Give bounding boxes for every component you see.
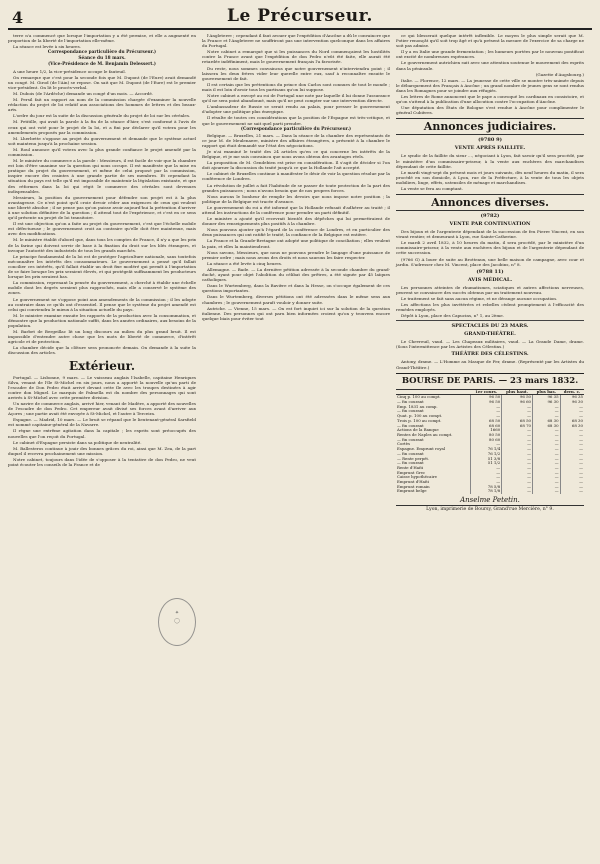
price-cell: 51 3/8 bbox=[471, 457, 502, 462]
price-cell: — bbox=[502, 414, 533, 419]
price-cell: 68 30 bbox=[533, 419, 561, 424]
security-name: Emp. 1831 au comp. bbox=[397, 403, 438, 409]
price-cell: — bbox=[560, 461, 584, 466]
price-cell: 96 50 bbox=[471, 400, 502, 405]
price-cell: 68 60 bbox=[471, 424, 502, 429]
security-name: Actions de la Banque bbox=[397, 427, 439, 433]
spectacles-heading: SPECTACLES DU 23 MARS. bbox=[451, 323, 529, 330]
security-name: — Rente perpét. bbox=[397, 455, 430, 461]
price-cell: — bbox=[560, 475, 584, 480]
price-cell: 68 30 bbox=[560, 419, 584, 424]
price-cell: — bbox=[471, 414, 502, 419]
paragraph: Le cabinet de Bruxelles continue à manifester le désir de voir la question résolue par la conférence de Londres. bbox=[202, 171, 390, 182]
security-name: Quat. p. 100 au compt. bbox=[397, 413, 443, 419]
price-cell: — bbox=[560, 452, 584, 457]
source-credit: (Gazette d'Augsbourg.) bbox=[535, 71, 584, 77]
notice-number: (9780 9) bbox=[478, 137, 502, 144]
paragraph: M. Dubois (de l'Ardèche) demande un congé d'un mois. — Accordé. bbox=[13, 90, 154, 96]
paragraph: Espagne. — Madrid, 10 mars. — Le bruit se répand que le lieutenant-général Sarsfield est nommé capitaine-général de la Navarre. bbox=[8, 417, 196, 428]
price-cell: — bbox=[560, 447, 584, 452]
paragraph: L'ambassadeur de Russie se serait rendu au palais, pour presser le gouvernement d'adopter une politique plus énergique. bbox=[202, 104, 390, 115]
paragraph: M. Barbet de Bergeillac lit un long discours au milieu du plus grand bruit. Il est impossible d'entendre autre chose que les mots de liberté de commerce, d'intérêt agricole et de protection. bbox=[8, 329, 196, 345]
security-name: — fin courant bbox=[397, 460, 424, 466]
price-cell: — bbox=[502, 438, 533, 443]
price-cell: 78 5/8 bbox=[471, 485, 502, 490]
price-cell: — bbox=[560, 466, 584, 471]
price-cell: — bbox=[533, 428, 561, 433]
price-cell: — bbox=[560, 414, 584, 419]
price-cell: — bbox=[533, 489, 561, 494]
price-cell: — bbox=[502, 475, 533, 480]
paragraph: Les personnes atteintes de rhumatismes, sciatiques et autres affections nerveuses, peuvent se convaincre des succès obtenus par un traitement nouveau. bbox=[396, 284, 584, 295]
price-cell: — bbox=[560, 471, 584, 476]
paragraph: M. le ministre du commerce a la parole : Messieurs, il est facile de voir que la chambre est loin d'être unanime sur la question qui nous occupe. Il est manifeste que la mise en pratique du projet du gouvernement, et même de celui proposé par la commission, inspire encore des craintes à une grande partie de ses membres. Et cependant la situation du pays est telle qu'il est impossible de maintenir la législation existante, et que des réformes dans la loi qui régit le commerce des céréales sont devenues indispensables. bbox=[8, 158, 196, 194]
newspaper-title: Le Précurseur. bbox=[227, 6, 373, 26]
paragraph: Il est certain que les prétentions du prince don Carlos sont connues de tout le monde ; mais il est loin d'avoir tous les partisans qu'on lui suppose. bbox=[202, 81, 390, 92]
bourse-table bbox=[396, 389, 584, 494]
price-cell: — bbox=[533, 433, 561, 438]
price-cell: 1660 bbox=[471, 428, 502, 433]
notice-heading: VENTE PAR CONTINUATION bbox=[449, 221, 531, 228]
column-1 bbox=[8, 33, 196, 512]
price-cell: — bbox=[502, 480, 533, 485]
paragraph: Le mardi 2 avril 1832, à 10 heures du matin, il sera procédé, par le ministère d'un commissaire-priseur, à la vente aux enchères des bijoux et de l'argenterie dépendant de cette succession. bbox=[396, 240, 584, 256]
paragraph: La vente se fera au comptant. bbox=[401, 185, 463, 191]
paragraph: La commission, reprenant la pensée du gouvernement, a cherché à établir une échelle mobile dont les degrés seraient plus rapprochés, mais elle a conservé le système des zones. bbox=[8, 280, 196, 296]
security-name: Espagne. Emprunt royal bbox=[397, 446, 446, 452]
paragraph: M. Persil fait un rapport au nom de la commission chargée d'examiner la nouvelle rédaction du projet de loi relatif aux associations des hommes de lettres et des beaux-arts. bbox=[8, 97, 196, 113]
paragraph: Les lettres de Rome annoncent que le pape a convoqué les cardinaux en consistoire, et qu'on s'attend à la publication d'une allocution contre l'occupation d'Ancône. bbox=[396, 94, 584, 105]
paragraph: On remarque que c'est pour la seconde fois que M. Dupont (de l'Eure) avait demandé un congé. M. Girod (de l'Ain) se repose. On sait que M. Dupont (de l'Eure) est le premier vice-président. On lit le procès-verbal. bbox=[8, 74, 196, 90]
price-cell: 68 30 bbox=[533, 424, 561, 429]
price-cell: — bbox=[533, 438, 561, 443]
paragraph: La proposition de M. Gendebien est prise en considération. Il s'agit de décider si l'on doit ajourner la discussion du traité jusqu'à ce que la Hollande l'ait accepté. bbox=[202, 160, 390, 171]
paragraph: Il règne une extrême agitation dans la capitale ; les esprits sont préoccupés des nouvelles que l'on reçoit du Portugal. bbox=[8, 428, 196, 439]
paragraph: Belgique. — Bruxelles, 21 mars. — Dans la séance de la chambre des représentants de ce jour M. de Meulenaere, ministre des affaires étrangères, a présenté à la chambre le rapport qui était demandé sur l'état des négociations. bbox=[202, 132, 390, 148]
paragraph: Portugal. — Lisbonne, 9 mars. — Le vaisseau anglais l'Isabelle, capitaine Henriques Silva, venant de l'île St-Michel en six jours, nous a apporté la nouvelle qu'un parti de l'escadre de Don Pedro était arrivé devant cette île avec les troupes destinées à agir contre don Miguel. Le marquis de Palmella est du nombre des personnages qui sont arrivés à St-Michel avec cette première division. bbox=[8, 374, 196, 400]
paragraph: L'ordre du jour est la suite de la discussion générale du projet de loi sur les céréales. bbox=[13, 113, 191, 119]
table-header: plus bas. bbox=[533, 389, 561, 395]
notice-number: (9788 11) bbox=[476, 268, 504, 275]
paragraph: terre n'a commencé que lorsque l'importation y a été permise, et elle a augmenté en proportion de la liberté de l'importation elle-même. bbox=[8, 33, 196, 44]
paragraph: M. le ministre examine ensuite les rapports de la production avec la consommation, et démontre que la production nationale suffit, dans les années ordinaires, aux besoins de la population. bbox=[8, 312, 196, 328]
exterieur-heading: Extérieur. bbox=[68, 358, 136, 373]
price-cell: 76 1/2 bbox=[471, 452, 502, 457]
paragraph: Il y a en Italie une grande fermentation ; les humeurs portées par le nouveau pontificat ont excité de nombreuses espérances. bbox=[396, 49, 584, 60]
notice-heading: VENTE APRÈS FAILLITE. bbox=[454, 145, 526, 152]
paragraph: (9766 G) A louer de suite au Brotteaux, une belle maison de campagne, avec cour et jardin. S'adresser chez M. Vincent, place des Jacobins, n° 8. bbox=[396, 256, 584, 267]
presidence-heading: (Vice-Présidence de M. Benjamin Delessert.) bbox=[48, 62, 156, 68]
price-cell: 96 60 bbox=[502, 400, 533, 405]
price-cell: 68 70 bbox=[502, 424, 533, 429]
column-2 bbox=[202, 33, 390, 512]
paragraph: Dépôt à Lyon, place des Capucins, n° 1, au 2ème. bbox=[401, 313, 504, 319]
price-cell: 96 50 bbox=[502, 395, 533, 400]
security-name: — fin courant bbox=[397, 436, 424, 442]
annonces-judiciaires-heading: Annonces judiciaires. bbox=[396, 118, 584, 135]
price-cell: — bbox=[502, 405, 533, 410]
correspondance-heading: (Correspondance particulière du Précurseur.) bbox=[240, 126, 352, 132]
price-cell: — bbox=[502, 466, 533, 471]
price-cell: 76 1/4 bbox=[471, 447, 502, 452]
paragraph: Notre cabinet, toujours dans l'idée de s'opposer à la tentative de don Pedro, ne veut point écouter les conseils de la France et de bbox=[8, 456, 196, 468]
price-cell: 96 35 bbox=[560, 395, 584, 400]
columns bbox=[8, 33, 592, 512]
price-cell: 68 30 bbox=[560, 424, 584, 429]
paragraph: Dans le Wurtemberg, dans la Bavière et dans la Hesse, on s'occupe également de ces questions importantes. bbox=[202, 283, 390, 294]
price-cell: — bbox=[502, 489, 533, 494]
paragraph: La chambre décide que la clôture sera prononcée demain. On demande à la suite la discussion des articles. bbox=[8, 345, 196, 356]
price-cell: — bbox=[533, 442, 561, 447]
table-header: dern. c. bbox=[560, 389, 584, 395]
paragraph: Antony, drame. — L'Homme au Masque de Fer, drame. (Représenté par les Artistes du Grand-Théâtre.) bbox=[396, 359, 584, 370]
security-name: Rente d'Haïti bbox=[397, 464, 424, 470]
price-cell: 96 50 bbox=[471, 395, 502, 400]
price-cell: 68 50 bbox=[471, 419, 502, 424]
celestins-heading: THÉÂTRE DES CÉLESTINS. bbox=[451, 351, 529, 358]
seance-heading: Séance du 18 mars. bbox=[78, 56, 126, 62]
paragraph: M. Ballesteros continue à jouir des bonnes grâces du roi, ainsi que M. Zea, de la part duquel il recevra prochainement une mission. bbox=[8, 445, 196, 456]
table-row bbox=[396, 489, 584, 494]
paragraph: Messieurs, la position du gouvernement pour défendre son projet est à la plus avantageuse. Ce n'est point qu'il croie devoir céder aux exigences de ceux qui veulent une liberté absolue ; il ne pense pas qu'on puisse avoir aujourd'hui la prétention d'arriver à une solution définitive de la question ; il attend tout de l'expérience, et c'est en ce sens qu'il présente un projet de loi transitoire. bbox=[8, 194, 196, 221]
paragraph: La révolution de juillet a fait l'habitude de se passer de toute protection de la part des grandes puissances ; nous n'avons besoin que de nos propres forces. bbox=[202, 182, 390, 193]
price-cell: — bbox=[560, 485, 584, 490]
security-name: — fin courant bbox=[397, 408, 424, 414]
price-cell: 51 1/2 bbox=[471, 461, 502, 466]
price-cell: — bbox=[471, 480, 502, 485]
security-name: — fin courant bbox=[397, 422, 424, 428]
paragraph: Dans le Wurtemberg, diverses pétitions ont été adressées dans le même sens aux chambres ; le gouvernement paraît vouloir y donner suite. bbox=[202, 294, 390, 305]
paragraph: Un navire de commerce anglais, arrivé hier, venant de Madère, a apporté des nouvelles de l'escadre de don Pedro. Cet empereur avait divisé ses forces avant d'arriver aux Açores ; une partie avait été envoyée à St-Michel, et l'autre à Terceira. bbox=[8, 401, 196, 417]
price-cell: — bbox=[502, 485, 533, 490]
masthead bbox=[8, 6, 592, 30]
price-cell: — bbox=[533, 409, 561, 414]
price-cell: — bbox=[533, 485, 561, 490]
bourse-heading: BOURSE DE PARIS. — 23 mars 1832. bbox=[396, 373, 584, 387]
correspondance-heading: Correspondance particulière du Précurseur.) bbox=[47, 50, 157, 56]
paragraph: A une heure 1/2, la vice-présidence occupe le fauteuil. bbox=[13, 68, 126, 74]
security-name: Emprunt romain bbox=[397, 483, 430, 489]
paragraph: La France et la Grande-Bretagne ont adopté une politique de conciliation ; elles veulent la paix, et elles la maintiendront. bbox=[202, 238, 390, 249]
security-name: Emprunt Grec bbox=[397, 469, 426, 475]
paragraph: Le traitement se fait sans aucun régime, et ne dérange aucune occupation. bbox=[401, 295, 558, 301]
price-cell: — bbox=[502, 409, 533, 414]
price-cell: — bbox=[560, 442, 584, 447]
paragraph: Le gouvernement ne s'oppose point aux amendements de la commission ; il les adopte au contraire dans ce qu'ils ont d'essentiel. Il pense que le système du projet amendé est celui qui conviendra le mieux à la situation actuelle du pays. bbox=[8, 296, 196, 312]
notice-number: (9782) bbox=[480, 213, 500, 220]
security-name: Trois p. 100 au compt. bbox=[397, 417, 442, 423]
security-name: Emprunt d'Haïti bbox=[397, 479, 430, 485]
paragraph: Le mardi vingt-sept du présent mois et jours suivants, dès neuf heures du matin, il sera procédé en son domicile, à Lyon, rue de la Préfecture, à la vente de tous les objets mobiliers, linge, effets, ustensiles de ménage et marchandises. bbox=[396, 169, 584, 185]
paragraph: Des bijoux et de l'argenterie dépendant de la succession de feu Pierre Vincent, en son vivant rentier, et demeurant à Lyon, rue Sainte-Catherine. bbox=[396, 229, 584, 240]
paragraph: Du reste, nous sommes convaincus que notre gouvernement n'interviendra point ; il laissera les deux frères vider leur querelle entre eux, sauf à reconnaître ensuite le gouvernement de fait. bbox=[202, 65, 390, 81]
price-cell: 68 50 bbox=[502, 419, 533, 424]
editor-signature: Anselme Petetin. bbox=[460, 496, 520, 505]
paragraph: M. Roul annonce qu'il votera avec la plus grande confiance le projet amendé par la commission. bbox=[8, 146, 196, 157]
paragraph: Allemagne. — Bade. — La dernière pétition adressée à la seconde chambre du grand-duché, ayant pour objet l'abolition du célibat des prêtres, a été signée par 45 laïques catholiques. bbox=[202, 266, 390, 283]
price-cell: — bbox=[471, 466, 502, 471]
column-3 bbox=[396, 33, 584, 512]
price-cell: — bbox=[533, 452, 561, 457]
grand-theatre-heading: GRAND-THÉÂTRE. bbox=[464, 331, 516, 338]
paragraph: M. le ministre établit d'abord que, dans tous les comptes de France, il n'y a que les prix de la farine qui doivent servir de base à la fixation du droit sur les blés étrangers, et invoque l'autorité des industriels de tous les grands marchés. bbox=[8, 237, 196, 253]
paragraph: l'Angleterre ; cependant il faut avouer que l'expédition d'Ancône a dû le convaincre que la France et l'Angleterre ne souffriront pas une intervention quelconque dans les affaires du Portugal. bbox=[202, 33, 390, 49]
paragraph: Le gouvernement du roi a été informé que la Hollande refusait d'adhérer au traité ; il attend les instructions de la conférence pour prendre un parti définitif. bbox=[202, 204, 390, 215]
paragraph: Je n'ai examiné le traité des 24 articles qu'en ce qui concerne les intérêts de la Belgique, et je me suis convaincu que nous avons obtenu des avantages réels. bbox=[202, 148, 390, 160]
paragraph: Une députation des États de Bologne s'est rendue à Ancône pour complimenter le général Cubières. bbox=[396, 105, 584, 116]
paragraph: M. Petitille, qui avait la parole à la fin de la séance d'hier, s'est conformé à l'avis de ceux qui ont voté pour le projet de la loi, et a fini par déclarer qu'il votera pour les amendements proposés par la commission. bbox=[8, 119, 196, 135]
paragraph: Le cabinet d'Espagne persiste dans sa politique de neutralité. bbox=[13, 439, 142, 445]
security-name: — fin courant bbox=[397, 399, 424, 405]
price-cell: — bbox=[471, 405, 502, 410]
security-name: Cortès bbox=[397, 441, 411, 447]
paragraph: Nous savons, Messieurs, que nous ne pouvons prendre le langage d'une puissance de premier ordre ; mais nous avons des droits et nous saurons les faire respecter. bbox=[202, 249, 390, 260]
price-cell: — bbox=[533, 447, 561, 452]
price-cell: — bbox=[533, 457, 561, 462]
price-cell: — bbox=[502, 447, 533, 452]
security-name: Cinq p. 100 au compt. bbox=[397, 394, 441, 400]
price-cell: — bbox=[560, 480, 584, 485]
paragraph: Autriche. — Vienne, 15 mars. — On est fort inquiet ici sur la solution de la question italienne. Des personnes qui ont paru bien informées croient qu'on y trouvera encore quelque biais pour éviter tout bbox=[202, 305, 390, 321]
paragraph: Le Chevreuil, vaud. — Les Chapeaux militaires, vaud. — La Grande Dame, drame. (Sous l'intermittence par les Artistes des Célestins.) bbox=[396, 339, 584, 350]
security-name: — fin courant bbox=[397, 450, 424, 456]
price-cell: — bbox=[502, 433, 533, 438]
price-cell: — bbox=[560, 433, 584, 438]
notice-heading: AVIS MÉDICAL. bbox=[467, 276, 513, 283]
page-number: 4 bbox=[12, 8, 24, 27]
price-cell: — bbox=[502, 428, 533, 433]
paragraph: Notre cabinet a remarqué que si les puissances du Nord commençaient les hostilités contre la France avant que l'expédition de don Pedro n'eût été faite, elle aurait été retardée indéfiniment, mais le gouvernement français l'a favorisée. bbox=[202, 49, 390, 65]
table-header: 1er cours. bbox=[471, 389, 502, 395]
price-cell: — bbox=[533, 471, 561, 476]
price-cell: — bbox=[533, 414, 561, 419]
paragraph: ce qui blesserait quelque intérêt inflexible. Le moyen le plus simple serait que M. Potier renonçât qu'il soit trop âgé et qu'à présent la mesure de l'exercice de sa charge ne soit pas admise. bbox=[396, 33, 584, 49]
price-cell: — bbox=[560, 438, 584, 443]
paragraph: Nous pouvons ajouter qu'à l'égard de la conférence de Londres, et en particulier des deux puissances qui ont ratifié le traité, la confiance de la Belgique est entière. bbox=[202, 227, 390, 238]
security-name: Caisse hypothécaire bbox=[397, 474, 437, 480]
printer-imprint: Lyon, imprimerie de Boursy, Grand'rue Mercière, n° 9. bbox=[396, 505, 584, 512]
price-cell: — bbox=[471, 475, 502, 480]
paragraph: Le gouvernement autrichien suit avec une attention soutenue le mouvement des esprits dans la péninsule. bbox=[396, 60, 584, 71]
price-cell: — bbox=[471, 471, 502, 476]
library-stamp-icon: ✦ ◯ bbox=[158, 598, 196, 646]
newspaper-page bbox=[8, 6, 592, 852]
paragraph: Nous aurons le bonheur de remplir les devoirs que nous impose notre position ; la politique de la Belgique est tracée d'avance. bbox=[202, 193, 390, 204]
price-cell: 78 1/8 bbox=[471, 489, 502, 494]
paragraph: La séance a été levée à cinq heures. bbox=[207, 260, 283, 266]
paragraph: Italie. — Florence, 12 mars. — La jeunesse de cette ville se montre très-animée depuis le débarquement des Français à Ancône ; un grand nombre de jeunes gens se sont rendus dans les Romagnes pour se joindre aux réfugiés. bbox=[396, 77, 584, 93]
price-cell: — bbox=[560, 409, 584, 414]
price-cell: 80 60 bbox=[471, 438, 502, 443]
price-cell: — bbox=[533, 480, 561, 485]
price-cell: 80 50 bbox=[471, 433, 502, 438]
price-cell: — bbox=[533, 466, 561, 471]
bourse-table-body bbox=[396, 395, 584, 494]
paragraph: Les affections les plus invétérées et rebelles cèdent promptement à l'efficacité des remèdes employés. bbox=[396, 302, 584, 313]
price-cell: — bbox=[533, 475, 561, 480]
paragraph: Le principe fondamental de la loi est de protéger l'agriculture nationale, sans toutefois méconnaître les intérêts des consommateurs. Le gouvernement a pensé qu'il fallait concilier ces intérêts, qu'il fallait établir un droit fixe modéré qui permît à l'importation de se faire lorsque les prix seraient élevés, et qui protégeât suffisamment les producteurs lorsque les prix seraient bas. bbox=[8, 253, 196, 280]
paragraph: Il résulte de toutes ces considérations que la position de l'Espagne est très-critique, et que le gouvernement ne sait quel parti prendre. bbox=[202, 115, 390, 126]
price-cell: — bbox=[502, 471, 533, 476]
security-name: Rentes de Naples au compt. bbox=[397, 431, 453, 437]
price-cell: — bbox=[560, 405, 584, 410]
price-cell: — bbox=[533, 461, 561, 466]
price-cell: — bbox=[471, 442, 502, 447]
price-cell: 96 30 bbox=[533, 400, 561, 405]
price-cell: — bbox=[471, 409, 502, 414]
price-cell: — bbox=[560, 428, 584, 433]
paragraph: M. Lherbette s'oppose au projet du gouvernement et demande que le système actuel soit maintenu jusqu'à la prochaine session. bbox=[8, 135, 196, 146]
paragraph: Le syndic de la faillite du sieur ..., négociant à Lyon, fait savoir qu'il sera procédé, par le ministère d'un commissaire-priseur, à la vente aux enchères des marchandises dépendant de cette faillite. bbox=[396, 153, 584, 169]
paragraph: Le ministre a ajouté qu'il recevrait bientôt des dépêches qui lui permettraient de donner des renseignements plus positifs à la chambre. bbox=[202, 216, 390, 227]
price-cell: 96 35 bbox=[533, 395, 561, 400]
paragraph: Il est une objection qu'on a faite au projet du gouvernement, c'est que l'échelle mobile est défectueuse ; le gouvernement croit au contraire qu'elle doit être maintenue, mais avec des modifications. bbox=[8, 221, 196, 237]
price-cell: — bbox=[560, 489, 584, 494]
annonces-diverses-heading: Annonces diverses. bbox=[396, 194, 584, 211]
price-cell: 96 30 bbox=[560, 400, 584, 405]
paragraph: Notre cabinet a envoyé au roi de Portugal une note par laquelle il lui donne l'assurance qu'il ne sera point abandonné, mais qu'il ne peut compter sur une intervention directe. bbox=[202, 93, 390, 104]
price-cell: — bbox=[502, 452, 533, 457]
security-name: Emprunt belge bbox=[397, 488, 427, 494]
price-cell: — bbox=[502, 457, 533, 462]
divider bbox=[396, 320, 584, 321]
price-cell: — bbox=[502, 461, 533, 466]
price-cell: — bbox=[560, 457, 584, 462]
price-cell: — bbox=[533, 405, 561, 410]
paragraph: La séance est levée à six heures. bbox=[13, 44, 81, 50]
table-header: plus haut. bbox=[502, 389, 533, 395]
price-cell: — bbox=[502, 442, 533, 447]
